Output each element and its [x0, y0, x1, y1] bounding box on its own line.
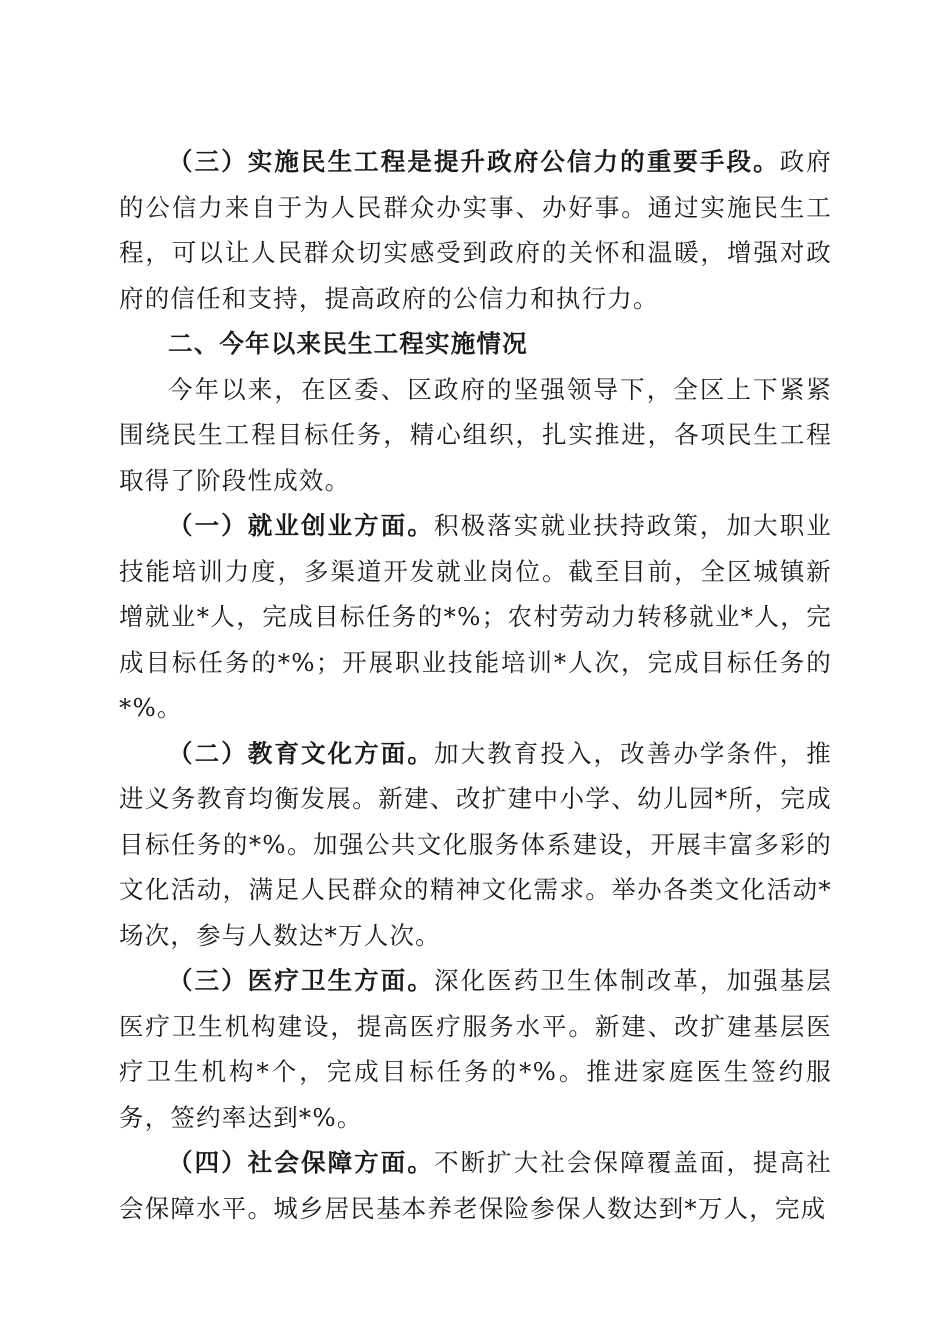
section-heading: 二、今年以来民生工程实施情况	[168, 329, 528, 358]
paragraph-healthcare	[119, 958, 832, 1140]
paragraph-text: 积极落实就业扶持政策，加大职业技能培训力度，多渠道开发就业岗位。截至目前，全区城镇新增就业*人，完成目标任务的*%；农村劳动力转移就业*人，完成目标任务的*%；开展职业技能培训*人次，完成目标任务的*%。	[119, 511, 833, 722]
paragraph-text: 今年以来，在区委、区政府的坚强领导下，全区上下紧紧围绕民生工程目标任务，精心组织，扎实推进，各项民生工程取得了阶段性成效。	[119, 374, 832, 495]
paragraph-text: 加大教育投入，改善办学条件，推进义务教育均衡发展。新建、改扩建中小学、幼儿园*所，完成目标任务的*%。加强公共文化服务体系建设，开展丰富多彩的文化活动，满足人民群众的精神文化需求。举办各类文化活动*场次，参与人数达*万人次。	[119, 738, 833, 950]
paragraph-lead: （三）医疗卫生方面。	[168, 966, 434, 995]
paragraph-lead: （三）实施民生工程是提升政府公信力的重要手段。	[168, 147, 780, 176]
paragraph-education	[119, 731, 832, 959]
paragraph-lead: （二）教育文化方面。	[168, 738, 434, 768]
paragraph-text: 不断扩大社会保障覆盖面，提高社会保障水平。城乡居民基本养老保险参保人数达到*万人，完成	[119, 1148, 833, 1223]
paragraph-text: 政府的公信力来自于为人民群众办实事、办好事。通过实施民生工程，可以让人民群众切实感受到政府的关怀和温暖，增强对政府的信任和支持，提高政府的公信力和执行力。	[119, 147, 832, 313]
paragraph-text: 深化医药卫生体制改革，加强基层医疗卫生机构建设，提高医疗服务水平。新建、改扩建基层医疗卫生机构*个，完成目标任务的*%。推进家庭医生签约服务，签约率达到*%。	[119, 966, 833, 1132]
document-body	[119, 139, 832, 1231]
paragraph-social-security	[119, 1140, 832, 1231]
paragraph-employment	[119, 503, 832, 731]
paragraph-lead: （四）社会保障方面。	[168, 1148, 434, 1177]
paragraph-intro	[119, 367, 832, 504]
paragraph-public-credibility	[119, 139, 832, 321]
paragraph-lead: （一）就业创业方面。	[168, 511, 434, 540]
